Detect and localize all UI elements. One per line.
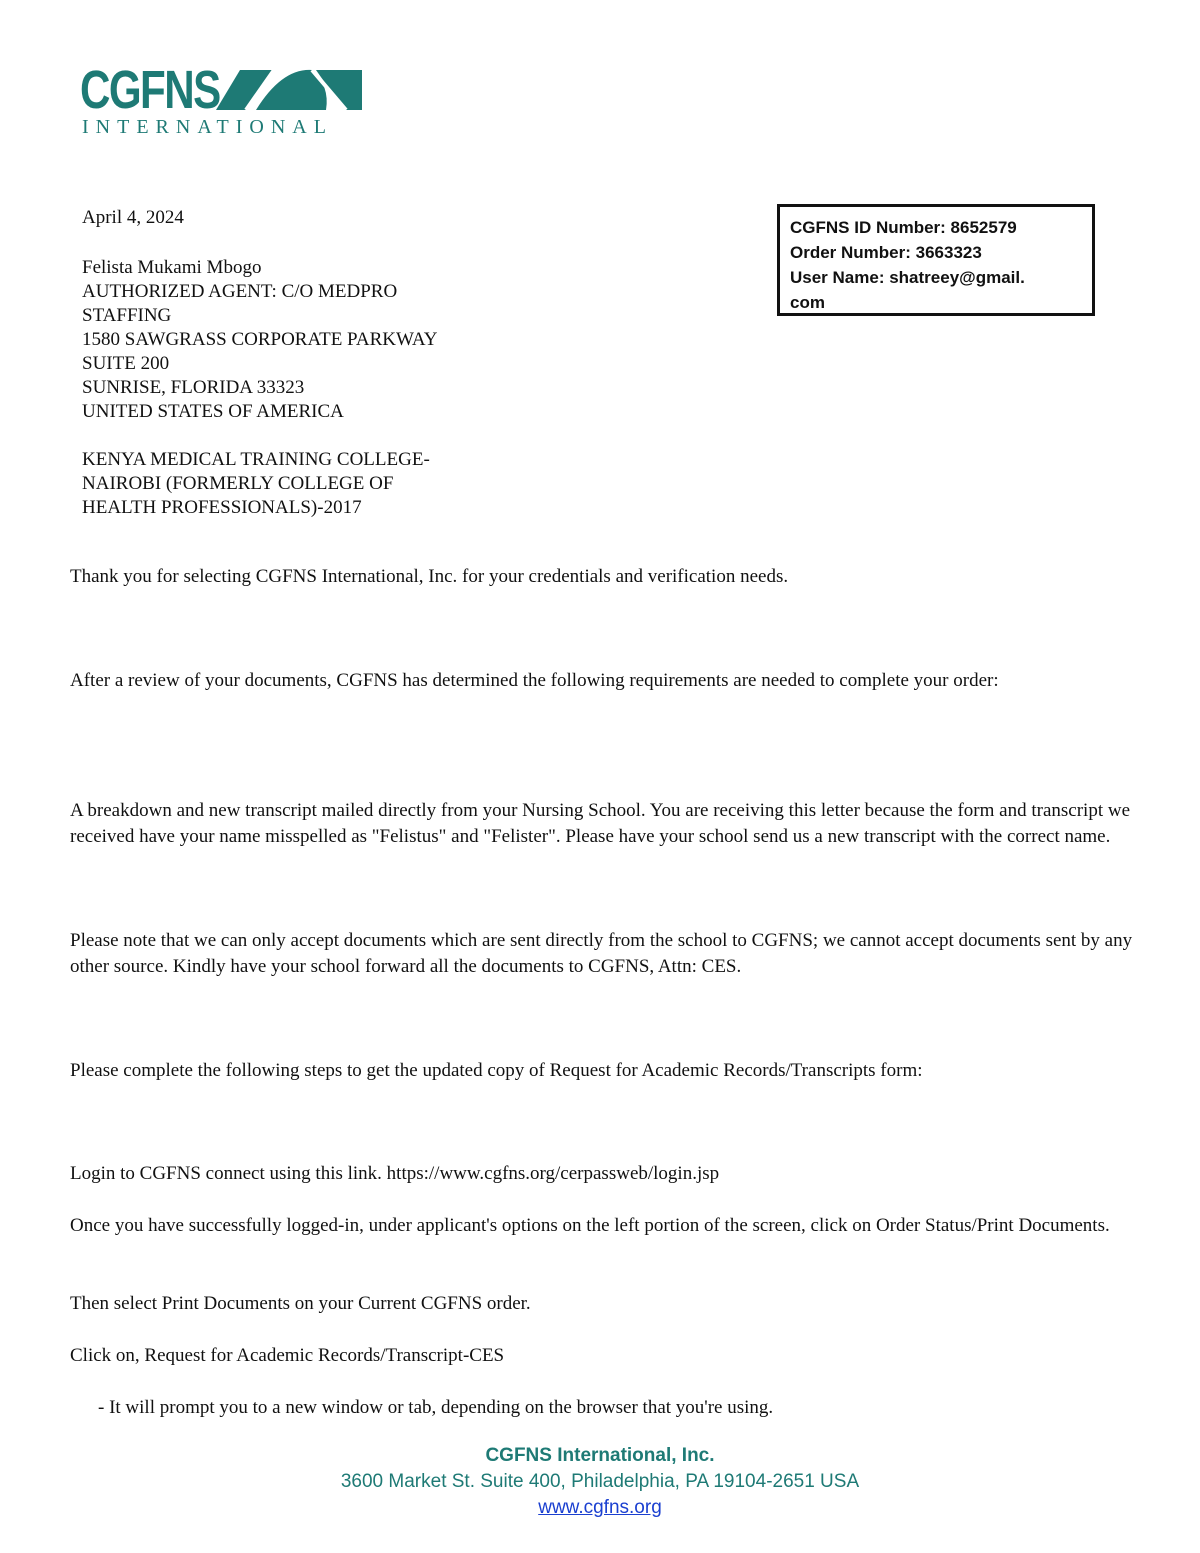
login-step: Login to CGFNS connect using this link. https://www.cgfns.org/cerpassweb/login.jsp [70, 1163, 720, 1184]
prompt-note-step: - It will prompt you to a new window or tab, depending on the browser that you're using. [98, 1397, 774, 1418]
footer-address: 3600 Market St. Suite 400, Philadelphia, PA 19104-2651 USA [340, 1471, 860, 1492]
click-request-step: Click on, Request for Academic Records/Transcript-CES [70, 1345, 505, 1366]
print-documents-step: Then select Print Documents on your Current CGFNS order. [70, 1293, 531, 1314]
school-name [82, 448, 430, 520]
logo-arches-icon [212, 66, 364, 112]
footer-website-link[interactable]: www.cgfns.org [538, 1497, 662, 1518]
logo-wordmark: CGFNS [80, 60, 220, 120]
school-line: NAIROBI (FORMERLY COLLEGE OF [82, 473, 394, 494]
recipient-line: 1580 SAWGRASS CORPORATE PARKWAY [82, 329, 438, 350]
logo-subtitle: INTERNATIONAL [82, 116, 333, 138]
school-line: KENYA MEDICAL TRAINING COLLEGE- [82, 449, 430, 470]
recipient-name: Felista Mukami Mbogo [82, 257, 262, 278]
recipient-line: SUITE 200 [82, 353, 170, 374]
cgfns-id-number: CGFNS ID Number: 8652579 [790, 218, 1017, 237]
footer-company: CGFNS International, Inc. [485, 1445, 715, 1466]
recipient-line: UNITED STATES OF AMERICA [82, 401, 344, 422]
review-paragraph: After a review of your documents, CGFNS has determined the following requirements are needed to complete your order: [70, 670, 999, 691]
order-number: Order Number: 3663323 [790, 243, 982, 262]
user-name: User Name: shatreey@gmail. [790, 268, 1025, 287]
cgfns-logo [80, 60, 380, 142]
recipient-line: AUTHORIZED AGENT: C/O MEDPRO [82, 281, 398, 302]
recipient-address [82, 256, 438, 424]
recipient-line: SUNRISE, FLORIDA 33323 [82, 377, 305, 398]
letter-date: April 4, 2024 [82, 207, 184, 228]
breakdown-paragraph: A breakdown and new transcript mailed directly from your Nursing School. You are receiving this letter because the form and transcript we received have your name misspelled as "Felistus" and "Felister". Please have your school send us a new transcript with the correct name. [70, 800, 1131, 847]
note-paragraph: Please note that we can only accept documents which are sent directly from the school to CGFNS; we cannot accept documents sent by any other source. Kindly have your school forward all the documents to CGFNS, Attn: CES. [70, 930, 1133, 977]
recipient-line: STAFFING [82, 305, 172, 326]
school-line: HEALTH PROFESSIONALS)-2017 [82, 497, 362, 518]
thanks-paragraph: Thank you for selecting CGFNS International, Inc. for your credentials and verification needs. [70, 566, 789, 587]
steps-intro-paragraph: Please complete the following steps to get the updated copy of Request for Academic Records/Transcripts form: [70, 1060, 923, 1081]
account-info-box [777, 204, 1095, 316]
logged-in-step: Once you have successfully logged-in, under applicant's options on the left portion of the screen, click on Order Status/Print Documents. [70, 1215, 1110, 1236]
letter-footer [0, 1443, 1200, 1521]
user-name-continued: com [790, 293, 825, 312]
